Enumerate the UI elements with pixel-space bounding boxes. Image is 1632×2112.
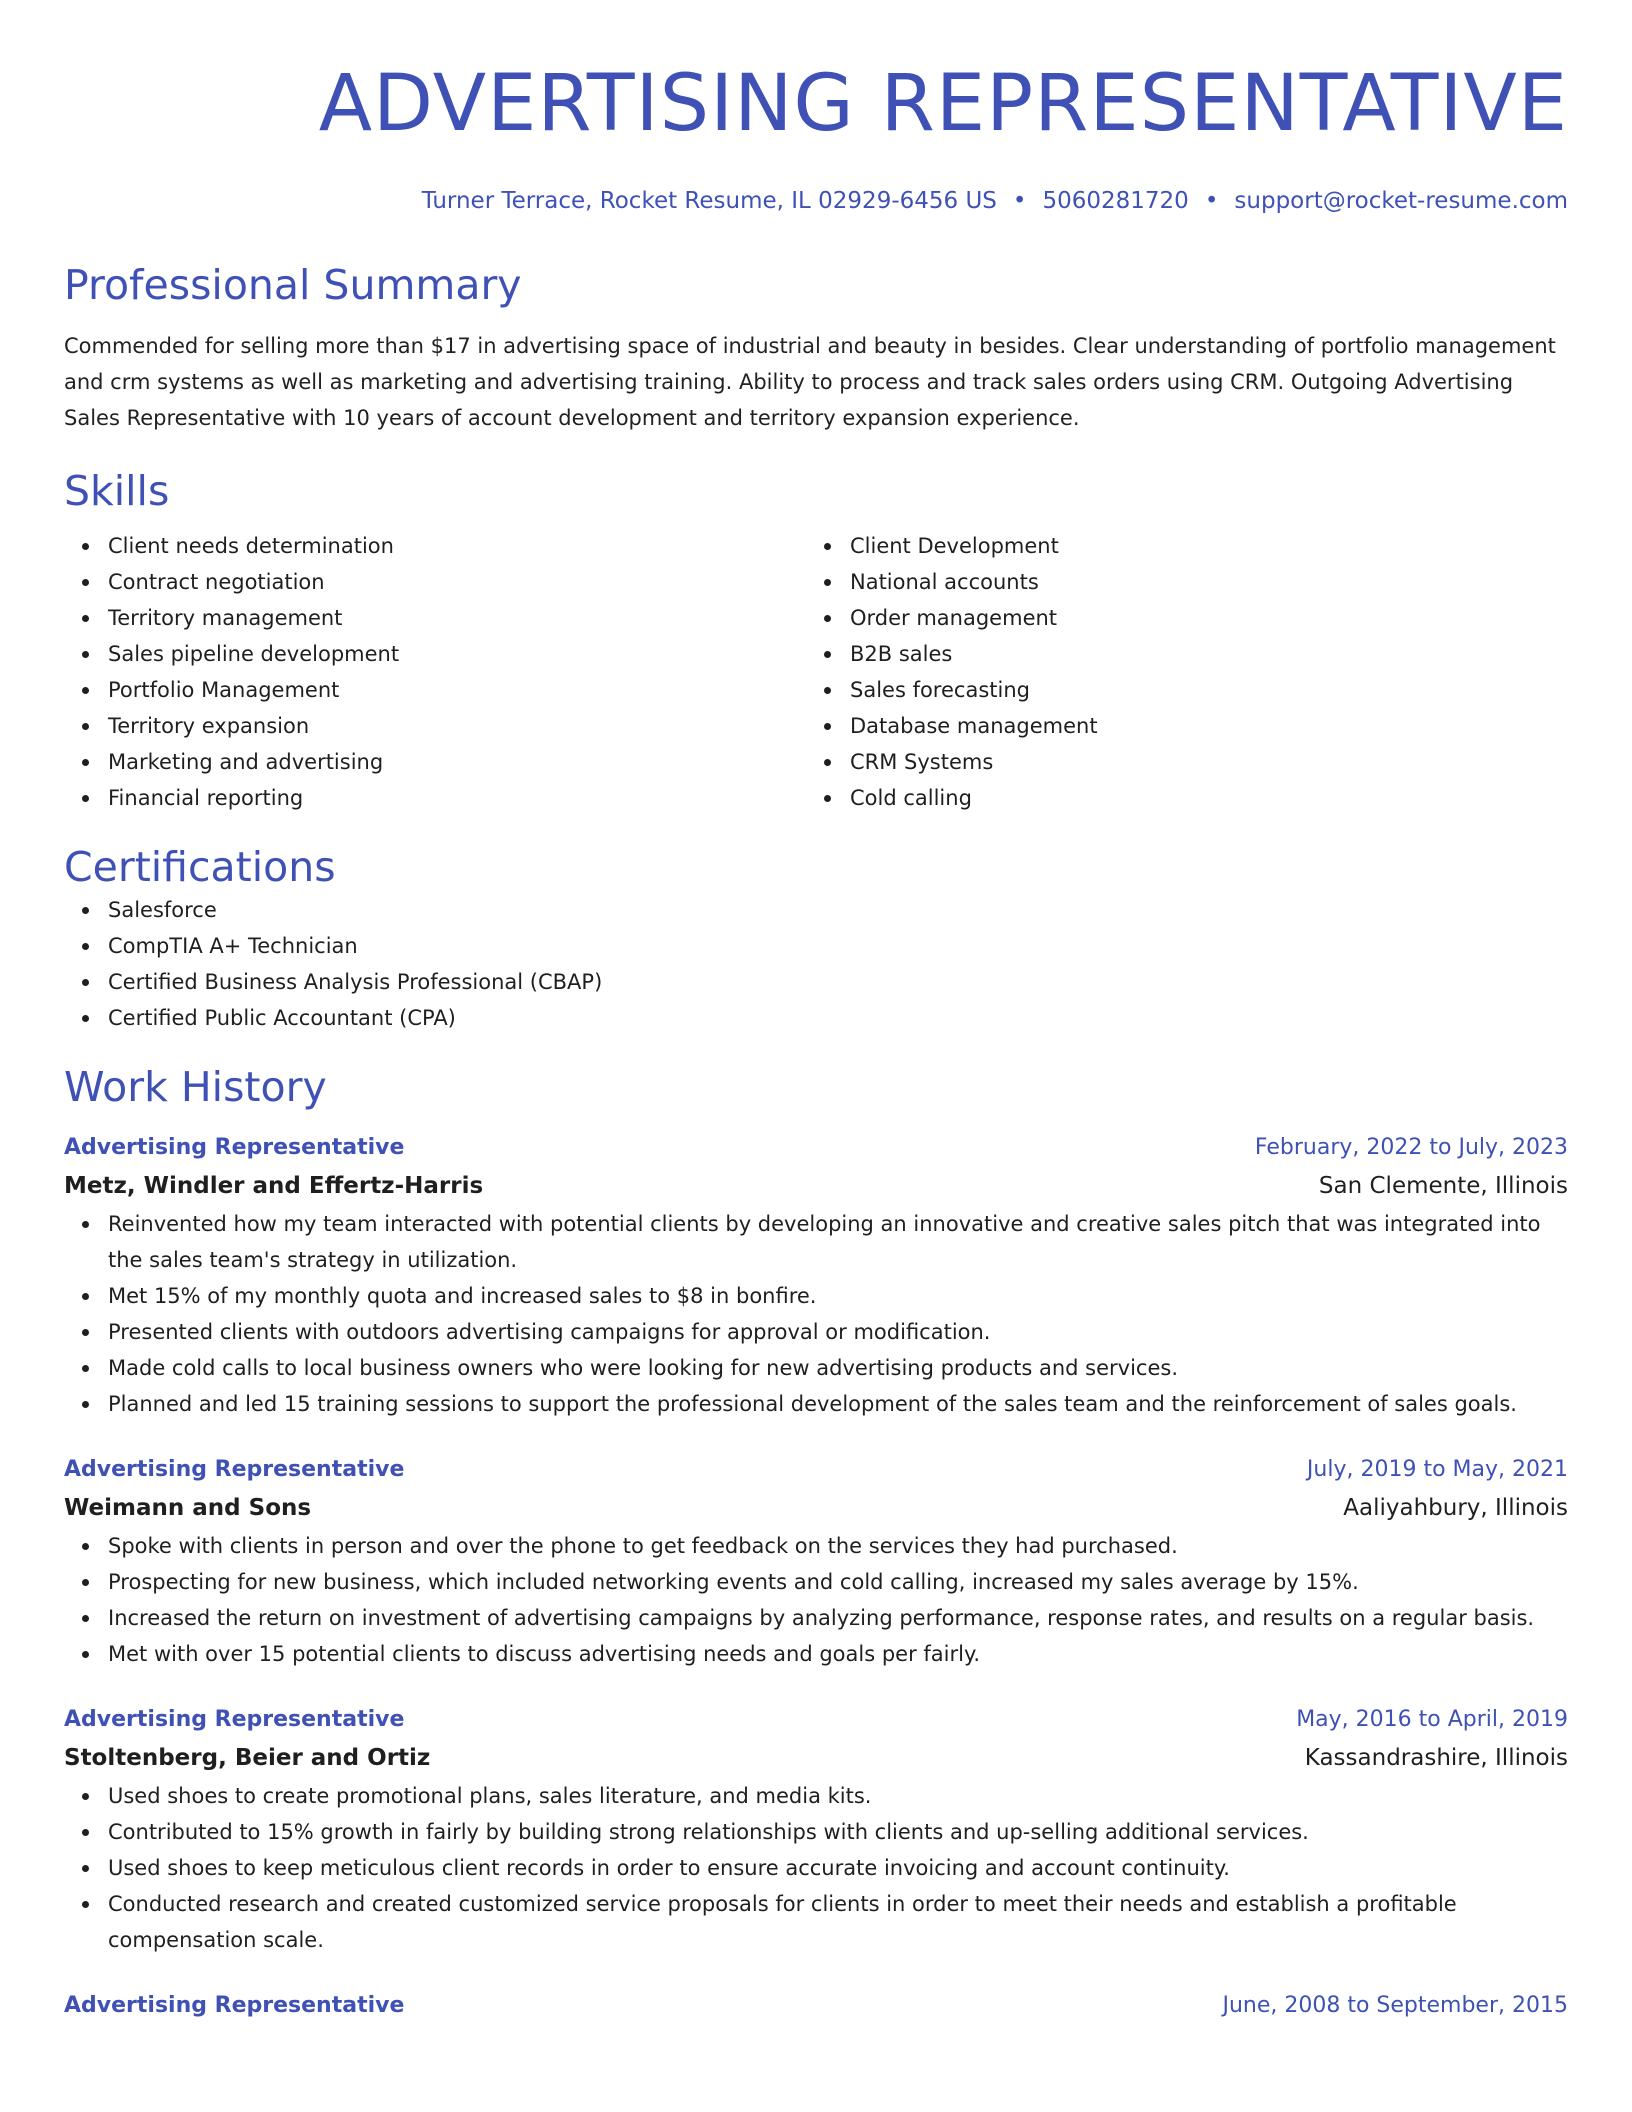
job-bullet: Planned and led 15 training sessions to support the professional development of the sales team and the reinforcement of sales goals. bbox=[64, 1386, 1568, 1422]
job-bullet: Presented clients with outdoors advertising campaigns for approval or modification. bbox=[64, 1314, 1568, 1350]
job-dates: July, 2019 to May, 2021 bbox=[1306, 1457, 1568, 1482]
job-bullet: Conducted research and created customized service proposals for clients in order to meet their needs and establish a profitable compensation scale. bbox=[64, 1886, 1568, 1958]
job-title-row bbox=[64, 1452, 1568, 1488]
job-bullets bbox=[64, 1528, 1568, 1672]
section-heading-summary: Professional Summary bbox=[64, 261, 522, 309]
job-dates: February, 2022 to July, 2023 bbox=[1254, 1135, 1568, 1160]
job-company-row bbox=[64, 1166, 1568, 1206]
skills-column-left bbox=[64, 528, 806, 816]
certifications-list bbox=[64, 892, 1568, 1036]
job-dates: May, 2016 to April, 2019 bbox=[1296, 1707, 1568, 1732]
contact-line bbox=[64, 186, 1568, 216]
job-title-row bbox=[64, 1702, 1568, 1738]
job-bullet: Used shoes to keep meticulous client records in order to ensure accurate invoicing and account continuity. bbox=[64, 1850, 1568, 1886]
skills-section bbox=[64, 466, 1568, 816]
skill-item: Sales pipeline development bbox=[64, 636, 806, 672]
skills-list-left bbox=[64, 528, 806, 816]
skill-item: Territory expansion bbox=[64, 708, 806, 744]
contact-email[interactable]: support@rocket-resume.com bbox=[1234, 188, 1568, 214]
section-heading-certifications: Certifications bbox=[64, 843, 336, 891]
job-location: Aaliyahbury, Illinois bbox=[1343, 1495, 1568, 1521]
job-company-row bbox=[64, 1738, 1568, 1778]
job-title: Advertising Representative bbox=[64, 1135, 405, 1160]
certification-item: Salesforce bbox=[64, 892, 1568, 928]
job-bullet: Met 15% of my monthly quota and increased sales to $8 in bonfire. bbox=[64, 1278, 1568, 1314]
skill-item: CRM Systems bbox=[806, 744, 1548, 780]
skill-item: Portfolio Management bbox=[64, 672, 806, 708]
summary-text: Commended for selling more than $17 in advertising space of industrial and beauty in besides. Clear understanding of portfolio management and crm systems as well as marketing and advertising training. Ability to process and track sales orders using CRM. Outgoing Advertising Sales Representative with 10 years of account development and territory expansion experience. bbox=[64, 334, 1556, 430]
job-location: Kassandrashire, Illinois bbox=[1304, 1745, 1568, 1771]
contact-separator: • bbox=[1204, 188, 1219, 214]
resume-header bbox=[64, 0, 1568, 216]
job-title-row bbox=[64, 1988, 1568, 2024]
job-dates: June, 2008 to September, 2015 bbox=[1222, 1993, 1568, 2018]
job-location: San Clemente, Illinois bbox=[1318, 1173, 1568, 1199]
skill-item: Client needs determination bbox=[64, 528, 806, 564]
skills-columns bbox=[64, 528, 1568, 816]
job-company-row bbox=[64, 1488, 1568, 1528]
skill-item: Sales forecasting bbox=[806, 672, 1548, 708]
certification-item: Certified Public Accountant (CPA) bbox=[64, 1000, 1568, 1036]
job-company: Metz, Windler and Effertz-Harris bbox=[64, 1173, 484, 1199]
job-entry bbox=[64, 1130, 1568, 1422]
section-heading-skills: Skills bbox=[64, 467, 170, 515]
certifications-section bbox=[64, 842, 1568, 1036]
job-bullet: Prospecting for new business, which included networking events and cold calling, increased my sales average by 15%. bbox=[64, 1564, 1568, 1600]
job-entry bbox=[64, 1702, 1568, 1958]
job-bullet: Made cold calls to local business owners who were looking for new advertising products and services. bbox=[64, 1350, 1568, 1386]
job-entry bbox=[64, 1988, 1568, 2024]
job-title: Advertising Representative bbox=[64, 1993, 405, 2018]
page-title: ADVERTISING REPRESENTATIVE bbox=[318, 59, 1568, 149]
skill-item: Financial reporting bbox=[64, 780, 806, 816]
skills-list-right bbox=[806, 528, 1548, 816]
skill-item: B2B sales bbox=[806, 636, 1548, 672]
contact-separator: • bbox=[1012, 188, 1027, 214]
skill-item: Marketing and advertising bbox=[64, 744, 806, 780]
certification-item: Certified Business Analysis Professional (CBAP) bbox=[64, 964, 1568, 1000]
summary-section bbox=[64, 260, 1568, 436]
contact-address: Turner Terrace, Rocket Resume, IL 02929-6456 US bbox=[421, 188, 997, 214]
job-title: Advertising Representative bbox=[64, 1707, 405, 1732]
section-heading-work-history: Work History bbox=[64, 1063, 327, 1111]
job-title-row bbox=[64, 1130, 1568, 1166]
skill-item: Order management bbox=[806, 600, 1548, 636]
certification-item: CompTIA A+ Technician bbox=[64, 928, 1568, 964]
skill-item: Cold calling bbox=[806, 780, 1548, 816]
job-company: Stoltenberg, Beier and Ortiz bbox=[64, 1745, 431, 1771]
contact-phone: 5060281720 bbox=[1042, 188, 1189, 214]
skill-item: Client Development bbox=[806, 528, 1548, 564]
job-bullet: Met with over 15 potential clients to discuss advertising needs and goals per fairly. bbox=[64, 1636, 1568, 1672]
job-bullet: Reinvented how my team interacted with potential clients by developing an innovative and creative sales pitch that was integrated into the sales team's strategy in utilization. bbox=[64, 1206, 1568, 1278]
job-bullets bbox=[64, 1778, 1568, 1958]
work-history-section bbox=[64, 1062, 1568, 2024]
job-bullet: Increased the return on investment of advertising campaigns by analyzing performance, response rates, and results on a regular basis. bbox=[64, 1600, 1568, 1636]
job-company: Weimann and Sons bbox=[64, 1495, 312, 1521]
skill-item: Contract negotiation bbox=[64, 564, 806, 600]
job-bullets bbox=[64, 1206, 1568, 1422]
job-bullet: Spoke with clients in person and over the phone to get feedback on the services they had purchased. bbox=[64, 1528, 1568, 1564]
job-bullet: Used shoes to create promotional plans, sales literature, and media kits. bbox=[64, 1778, 1568, 1814]
skills-column-right bbox=[806, 528, 1548, 816]
job-title: Advertising Representative bbox=[64, 1457, 405, 1482]
job-bullet: Contributed to 15% growth in fairly by building strong relationships with clients and up-selling additional services. bbox=[64, 1814, 1568, 1850]
skill-item: Database management bbox=[806, 708, 1548, 744]
skill-item: National accounts bbox=[806, 564, 1548, 600]
job-entry bbox=[64, 1452, 1568, 1672]
skill-item: Territory management bbox=[64, 600, 806, 636]
